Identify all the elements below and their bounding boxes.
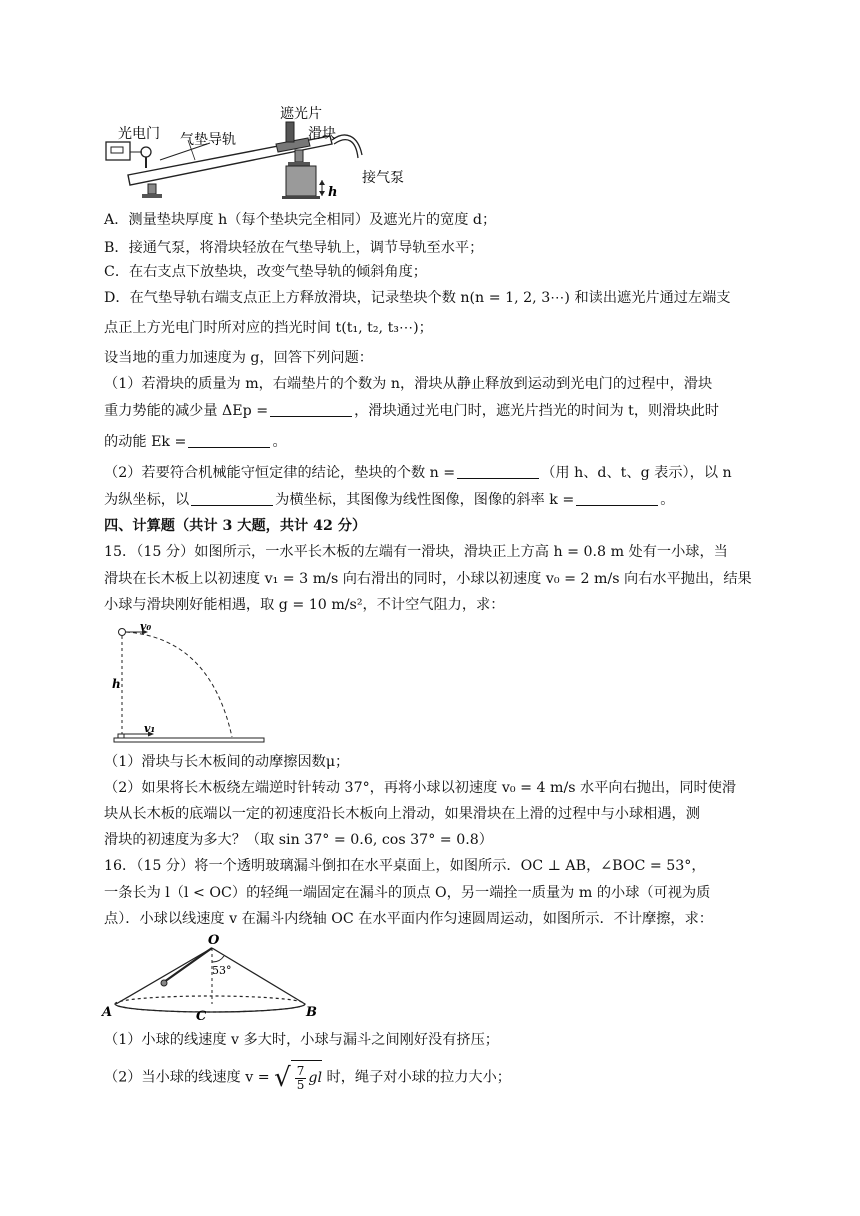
p16-q2: （2）当小球的线速度 v = √ $\frac{7}{5}$ gl 时，绳子对小球的拉力大小； xyxy=(104,1060,511,1100)
q1-line-3: 的动能 Ek = 。 xyxy=(104,434,287,450)
step-d-cont: 点正上方光电门时所对应的挡光时间 t(t₁, t₂, t₃⋯)； xyxy=(104,320,433,336)
p16-line-3: 点）．小球以线速度 v 在漏斗内绕轴 OC 在水平面内作匀速圆周运动，如图所示．不计摩擦，求： xyxy=(104,911,713,927)
p15-line-3: 小球与滑块刚好能相遇，取 g = 10 m/s²，不计空气阻力，求： xyxy=(104,597,505,613)
fig2-v0: v₀ xyxy=(140,622,152,633)
q2-line-2: 为纵坐标，以 为横坐标，其图像为线性图像，图像的斜率 k = 。 xyxy=(104,492,675,508)
p15-line-2: 滑块在长木板上以初速度 v₁ = 3 m/s 向右滑出的同时，小球以初速度 v₀ = 2 m/s 向右水平抛出，结果 xyxy=(104,571,752,587)
fig3-A: A xyxy=(102,1005,113,1020)
p15-line-1: 15．（15 分）如图所示，一水平长木板的左端有一滑块，滑块正上方高 h = 0.8 m 处有一小球，当 xyxy=(104,544,728,560)
fig1-label-shade: 遮光片 xyxy=(280,106,322,122)
fig3-angle: 53° xyxy=(212,964,232,977)
q2-line-1: （2）若要符合机械能守恒定律的结论，垫块的个数 n = （用 h、d、t、g 表示），以 n xyxy=(104,465,732,481)
fig3-B: B xyxy=(306,1005,317,1020)
fig1-label-gate: 光电门 xyxy=(118,126,160,142)
air-track-figure xyxy=(100,100,460,205)
step-d: D．在气垫导轨右端支点正上方释放滑块，记录垫块个数 n(n = 1, 2, 3⋯) 和读出遮光片通过左端支 xyxy=(104,290,731,306)
fig1-label-h: h xyxy=(328,185,338,200)
answer-blank[interactable] xyxy=(576,491,658,506)
fig3-O: O xyxy=(208,933,220,948)
p15-q2-line-2: 块从长木板的底端以一定的初速度沿长木板向上滑动，如果滑块在上滑的过程中与小球相遇，测 xyxy=(104,806,700,822)
answer-blank[interactable] xyxy=(191,491,273,506)
step-c: C．在右支点下放垫块，改变气垫导轨的倾斜角度； xyxy=(104,264,427,280)
p16-line-2: 一条长为 l（l < OC）的轻绳一端固定在漏斗的顶点 O，另一端拴一质量为 m 的小球（可视为质 xyxy=(104,885,711,901)
fig1-label-track: 气垫导轨 xyxy=(180,132,236,148)
step-a: A．测量垫块厚度 h（每个垫块完全相同）及遮光片的宽度 d； xyxy=(104,212,497,228)
fig2-v1: v₁ xyxy=(144,722,156,735)
p16-q1: （1）小球的线速度 v 多大时，小球与漏斗之间刚好没有挤压； xyxy=(104,1032,499,1048)
fig1-label-pump: 接气泵 xyxy=(362,170,404,186)
step-b: B．接通气泵，将滑块轻放在气垫导轨上，调节导轨至水平； xyxy=(104,240,484,256)
q1-line-1: （1）若滑块的质量为 m，右端垫片的个数为 n，滑块从静止释放到运动到光电门的过程中，滑块 xyxy=(104,376,713,392)
p15-q2-line-1: （2）如果将长木板绕左端逆时针转动 37°，再将小球以初速度 v₀ = 4 m/s 水平向右抛出，同时使滑 xyxy=(104,780,737,796)
sqrt-expression: √ $\frac{7}{5}$ gl xyxy=(274,1060,322,1095)
section-heading: 四、计算题（共计 3 大题，共计 42 分） xyxy=(104,518,367,534)
fig1-label-slider: 滑块 xyxy=(308,126,336,142)
answer-blank[interactable] xyxy=(188,433,270,448)
funnel-figure xyxy=(100,932,330,1024)
projectile-figure xyxy=(110,622,270,747)
p15-q1: （1）滑块与长木板间的动摩擦因数μ； xyxy=(104,754,350,770)
fig3-C: C xyxy=(196,1009,207,1024)
fig2-h: h xyxy=(112,677,121,691)
intro-text: 设当地的重力加速度为 g，回答下列问题： xyxy=(104,350,373,366)
answer-blank[interactable] xyxy=(270,402,352,417)
answer-blank[interactable] xyxy=(457,464,539,479)
q1-line-2: 重力势能的减少量 ΔEp = ，滑块通过光电门时，遮光片挡光的时间为 t，则滑块此时 xyxy=(104,403,719,419)
p15-q2-line-3: 滑块的初速度为多大？（取 sin 37° = 0.6, cos 37° = 0.8） xyxy=(104,832,493,848)
p16-line-1: 16．（15 分）将一个透明玻璃漏斗倒扣在水平桌面上，如图所示．OC ⊥ AB，∠BOC = 53°， xyxy=(104,858,706,874)
